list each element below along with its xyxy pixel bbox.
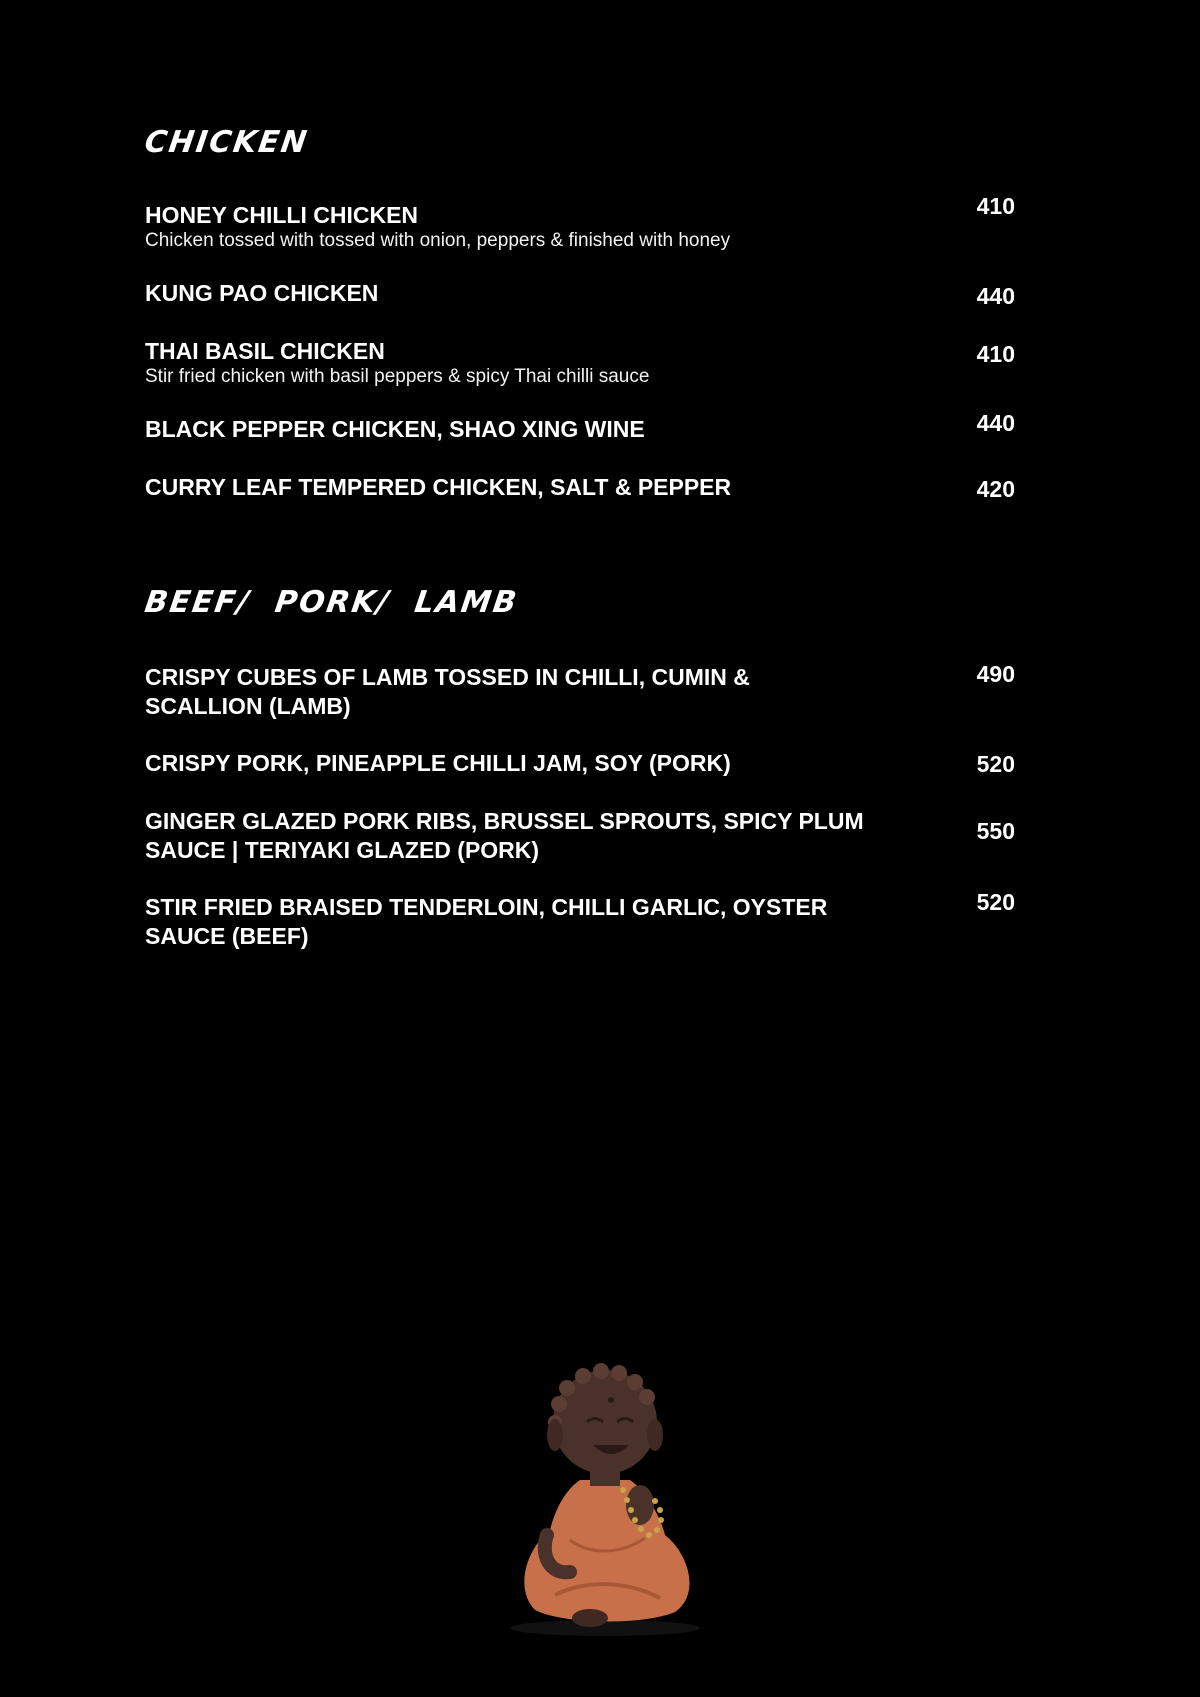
menu-item-braised-tenderloin — [145, 889, 1015, 951]
menu-item-crispy-pork — [145, 749, 1015, 778]
item-name: THAI BASIL CHICKEN — [145, 338, 385, 364]
item-price: 440 — [976, 410, 1015, 436]
item-name: BLACK PEPPER CHICKEN, SHAO XING WINE — [145, 416, 645, 442]
item-price: 520 — [976, 889, 1015, 915]
menu-item-thai-basil-chicken — [145, 337, 1015, 388]
item-price: 410 — [976, 193, 1015, 219]
item-price: 410 — [976, 341, 1015, 367]
item-description: Stir fried chicken with basil peppers & spicy Thai chilli sauce — [145, 366, 650, 387]
item-price: 440 — [976, 283, 1015, 309]
item-price: 420 — [976, 476, 1015, 502]
menu-item-crispy-lamb — [145, 663, 1015, 721]
item-name: STIR FRIED BRAISED TENDERLOIN, CHILLI GARLIC, OYSTER SAUCE (BEEF) — [145, 894, 828, 949]
item-name: CRISPY PORK, PINEAPPLE CHILLI JAM, SOY (PORK) — [145, 750, 731, 776]
item-name: HONEY CHILLI CHICKEN — [145, 202, 419, 228]
menu-item-ginger-glazed-pork-ribs — [145, 807, 1015, 865]
section-title-chicken: CHICKEN — [142, 125, 311, 160]
item-name: GINGER GLAZED PORK RIBS, BRUSSEL SPROUTS, SPICY PLUM SAUCE | TERIYAKI GLAZED (PORK) — [145, 808, 864, 863]
menu-item-black-pepper-chicken — [145, 410, 1015, 444]
item-price: 550 — [976, 818, 1015, 844]
item-name: CRISPY CUBES OF LAMB TOSSED IN CHILLI, CUMIN & SCALLION (LAMB) — [145, 664, 750, 719]
item-description: Chicken tossed with tossed with onion, peppers & finished with honey — [145, 230, 731, 251]
item-name: CURRY LEAF TEMPERED CHICKEN, SALT & PEPPER — [145, 474, 732, 500]
buddha-figurine-icon — [495, 1340, 715, 1640]
item-price: 490 — [976, 661, 1015, 687]
item-price: 520 — [976, 751, 1015, 777]
menu-item-curry-leaf-chicken — [145, 473, 1015, 502]
menu-item-honey-chilli-chicken — [145, 193, 1015, 252]
item-name: KUNG PAO CHICKEN — [145, 280, 379, 306]
section-title-beef-pork-lamb: BEEF/ PORK/ LAMB — [142, 585, 521, 620]
menu-item-kung-pao-chicken — [145, 279, 1015, 308]
